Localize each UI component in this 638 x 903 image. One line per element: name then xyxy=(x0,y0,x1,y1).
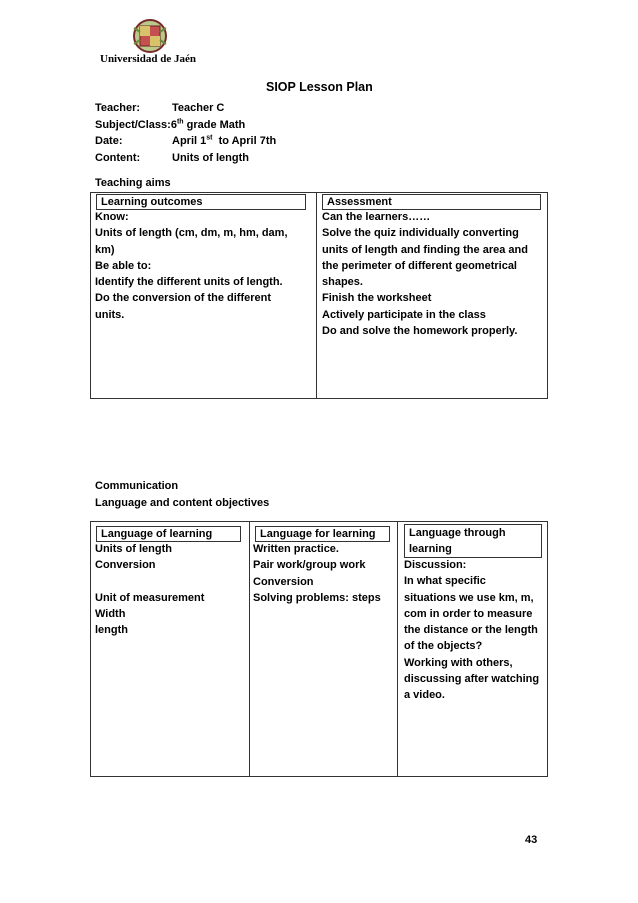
list-item: Discussion: xyxy=(404,559,467,571)
list-item: Solving problems: steps xyxy=(253,591,381,604)
subject-value: 6th grade Math xyxy=(170,117,246,131)
subject-label: Subject/Class: xyxy=(95,118,171,131)
list-item: Identify the different units of length. xyxy=(95,276,283,289)
learning-outcomes-list xyxy=(95,209,317,323)
list-item: com in order to measure xyxy=(404,607,533,620)
content-row xyxy=(95,150,276,167)
list-item: units. xyxy=(95,308,125,321)
list-item: Units of length (cm, dm, m, hm, dam, xyxy=(95,227,288,240)
list-item: Written practice. xyxy=(253,543,339,555)
university-name: Universidad de Jaén xyxy=(100,53,196,65)
list-item: In what specific xyxy=(404,575,486,588)
content-value: Units of length xyxy=(172,151,249,164)
list-item: a video. xyxy=(404,689,445,702)
page-title: SIOP Lesson Plan xyxy=(266,80,373,94)
objectives-heading: Language and content objectives xyxy=(95,497,270,509)
date-row xyxy=(95,133,276,150)
date-label: Date: xyxy=(95,135,123,147)
language-for-learning-list xyxy=(253,541,398,606)
list-item: Finish the worksheet xyxy=(322,292,432,305)
language-through-learning-header: Language through learning xyxy=(404,524,542,558)
list-item: Pair work/group work xyxy=(253,559,366,572)
assessment-list xyxy=(322,209,546,339)
date-value: April 1st to April 7th xyxy=(172,134,277,147)
list-item: Know: xyxy=(95,211,129,223)
list-item: the distance or the length xyxy=(404,624,538,637)
communication-heading: Communication xyxy=(95,480,179,492)
content-label: Content: xyxy=(95,151,141,164)
language-through-learning-list xyxy=(404,557,548,704)
assessment-header: Assessment xyxy=(322,194,541,210)
list-item: Do and solve the homework properly. xyxy=(322,325,518,338)
list-item xyxy=(95,574,250,590)
list-item: Solve the quiz individually converting xyxy=(322,227,519,240)
teacher-value: Teacher C xyxy=(172,102,225,114)
list-item: length xyxy=(95,624,128,637)
language-for-learning-header: Language for learning xyxy=(255,526,390,542)
language-of-learning-header: Language of learning xyxy=(96,526,241,542)
list-item: Units of length xyxy=(95,543,172,555)
list-item: Can the learners…… xyxy=(322,211,431,223)
teacher-row xyxy=(95,100,276,117)
teacher-label: Teacher: xyxy=(95,102,141,114)
teaching-aims-heading: Teaching aims xyxy=(95,177,171,189)
page-number: 43 xyxy=(525,834,538,846)
list-item: Working with others, xyxy=(404,656,513,669)
list-item: Conversion xyxy=(253,575,314,588)
list-item: shapes. xyxy=(322,276,363,289)
list-item: Actively participate in the class xyxy=(322,308,486,321)
list-item: discussing after watching xyxy=(404,673,540,686)
list-item: situations we use km, m, xyxy=(404,591,534,604)
list-item: Unit of measurement xyxy=(95,591,205,604)
subject-row xyxy=(95,117,276,134)
list-item: Be able to: xyxy=(95,259,152,272)
list-item: Do the conversion of the different xyxy=(95,292,272,305)
list-item: km) xyxy=(95,243,115,256)
list-item: Conversion xyxy=(95,559,156,572)
list-item: the perimeter of different geometrical xyxy=(322,259,517,272)
list-item: units of length and finding the area and xyxy=(322,243,528,256)
language-of-learning-list xyxy=(95,541,250,639)
university-crest-icon xyxy=(128,18,172,54)
lesson-meta xyxy=(95,100,276,166)
list-item: Width xyxy=(95,608,126,621)
list-item: of the objects? xyxy=(404,640,483,653)
learning-outcomes-header: Learning outcomes xyxy=(96,194,306,210)
